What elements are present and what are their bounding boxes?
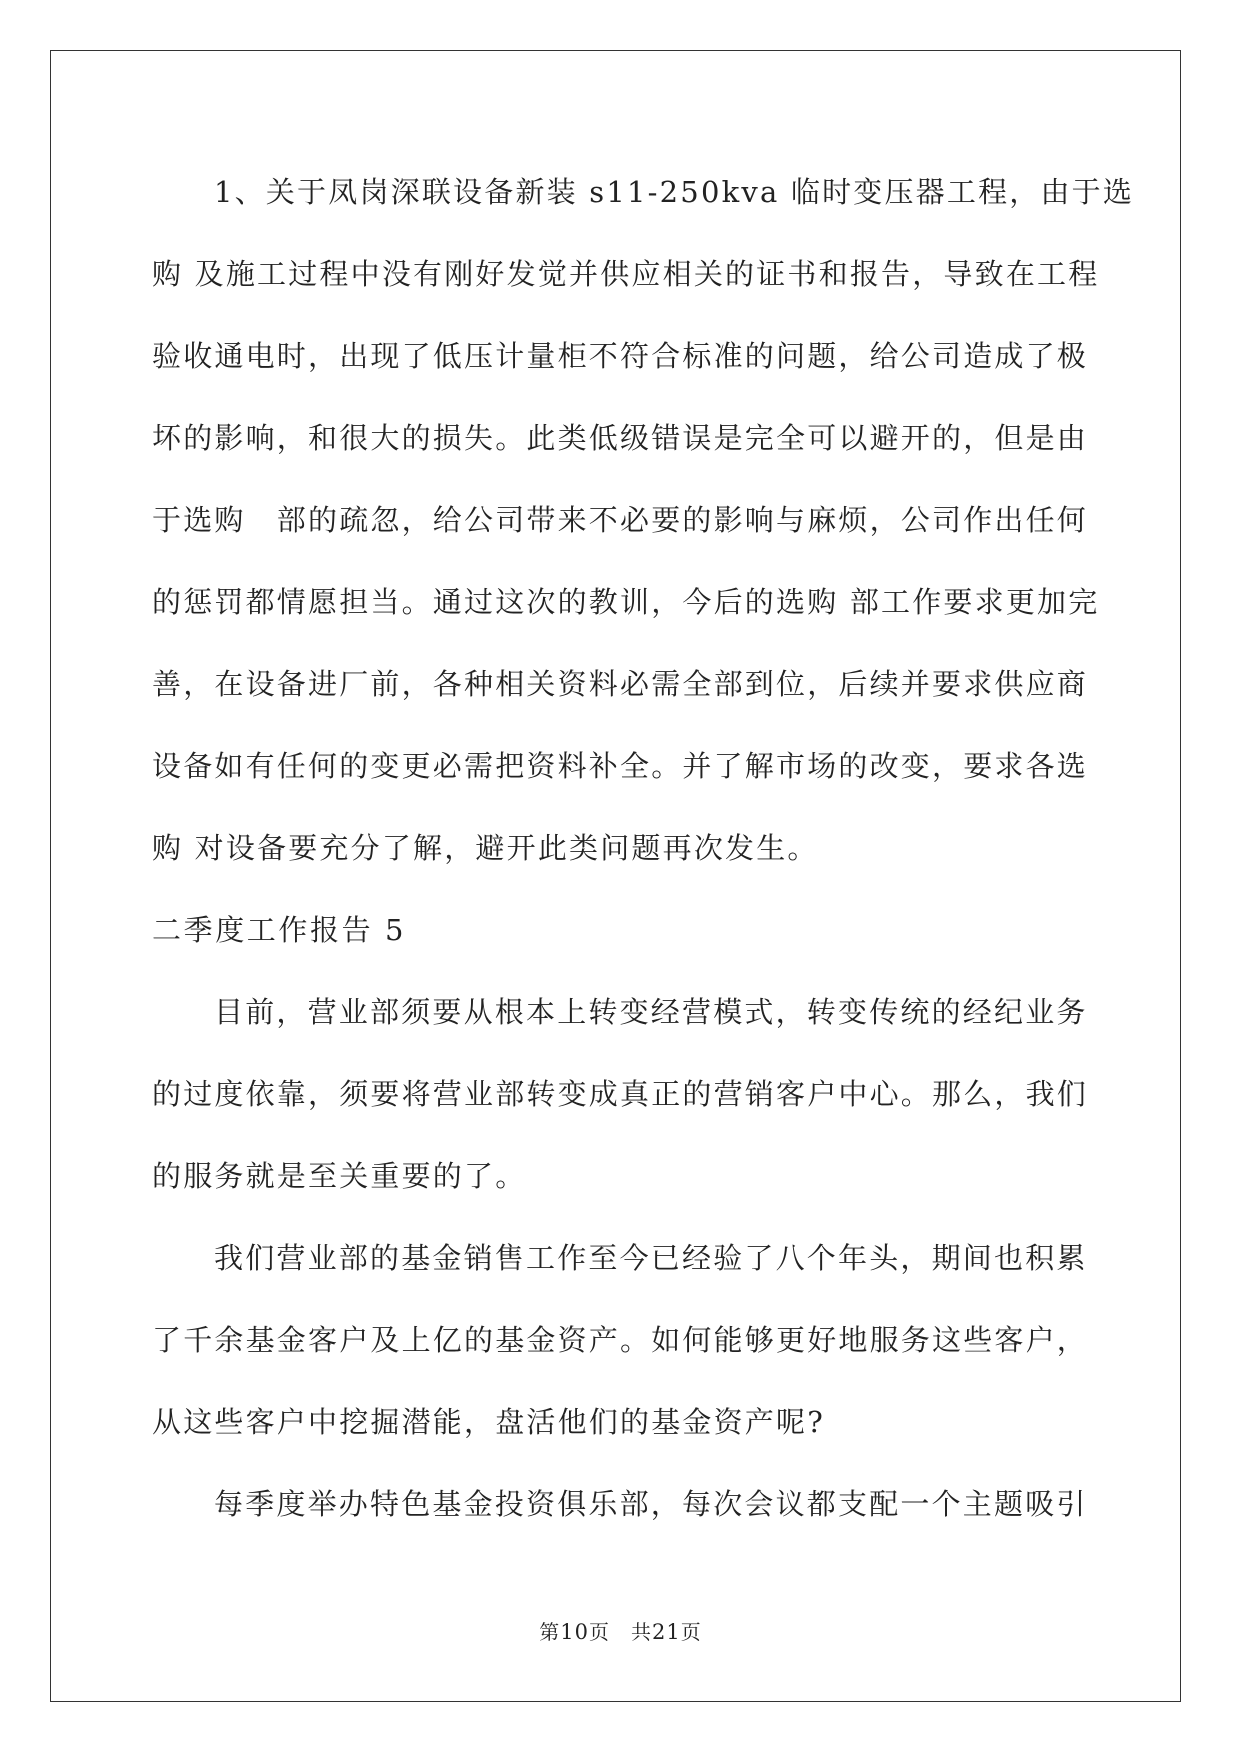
paragraph-1-line-7: 善，在设备进厂前，各种相关资料必需全部到位，后续并要求供应商: [152, 667, 1089, 701]
paragraph-1-line-2: 购 及施工过程中没有刚好发觉并供应相关的证书和报告，导致在工程: [152, 257, 1100, 291]
total-pages-number: 21: [652, 1620, 681, 1644]
footer-suffix: 页: [680, 1620, 702, 1644]
document-body: [152, 162, 1135, 1556]
paragraph-2-line-1: 目前，营业部须要从根本上转变经营模式，转变传统的经纪业务: [214, 995, 1088, 1029]
paragraph-1-line-8: 设备如有任何的变更必需把资料补全。并了解市场的改变，要求各选: [152, 749, 1089, 783]
section-heading: 二季度工作报告 5: [152, 913, 407, 947]
paragraph-2-line-3: 的服务就是至关重要的了。: [152, 1159, 527, 1193]
paragraph-1-line-3: 验收通电时，出现了低压计量柜不符合标准的问题，给公司造成了极: [152, 339, 1089, 373]
paragraph-1-line-4: 坏的影响，和很大的损失。此类低级错误是完全可以避开的，但是由: [152, 421, 1089, 455]
page-footer: [0, 1616, 1241, 1645]
footer-prefix: 第: [539, 1620, 561, 1644]
paragraph-3-line-1: 我们营业部的基金销售工作至今已经验了八个年头，期间也积累: [214, 1241, 1088, 1275]
paragraph-2-line-2: 的过度依靠，须要将营业部转变成真正的营销客户中心。那么，我们: [152, 1077, 1089, 1111]
paragraph-1-line-9: 购 对设备要充分了解，避开此类问题再次发生。: [152, 831, 819, 865]
paragraph-3-line-2: 了千余基金客户及上亿的基金资产。如何能够更好地服务这些客户，: [152, 1323, 1089, 1357]
paragraph-1-line-5: 于选购 部的疏忽，给公司带来不必要的影响与麻烦，公司作出任何: [152, 503, 1089, 537]
paragraph-4-line-1: 每季度举办特色基金投资俱乐部，每次会议都支配一个主题吸引: [214, 1487, 1088, 1521]
current-page-number: 10: [560, 1620, 589, 1644]
footer-middle: 页 共: [589, 1620, 652, 1644]
paragraph-1-line-1: 1、关于凤岗深联设备新装 s11-250kva 临时变压器工程，由于选: [214, 175, 1135, 209]
paragraph-1-line-6: 的惩罚都情愿担当。通过这次的教训，今后的选购 部工作要求更加完: [152, 585, 1100, 619]
paragraph-3-line-3: 从这些客户中挖掘潜能，盘活他们的基金资产呢?: [152, 1405, 825, 1439]
